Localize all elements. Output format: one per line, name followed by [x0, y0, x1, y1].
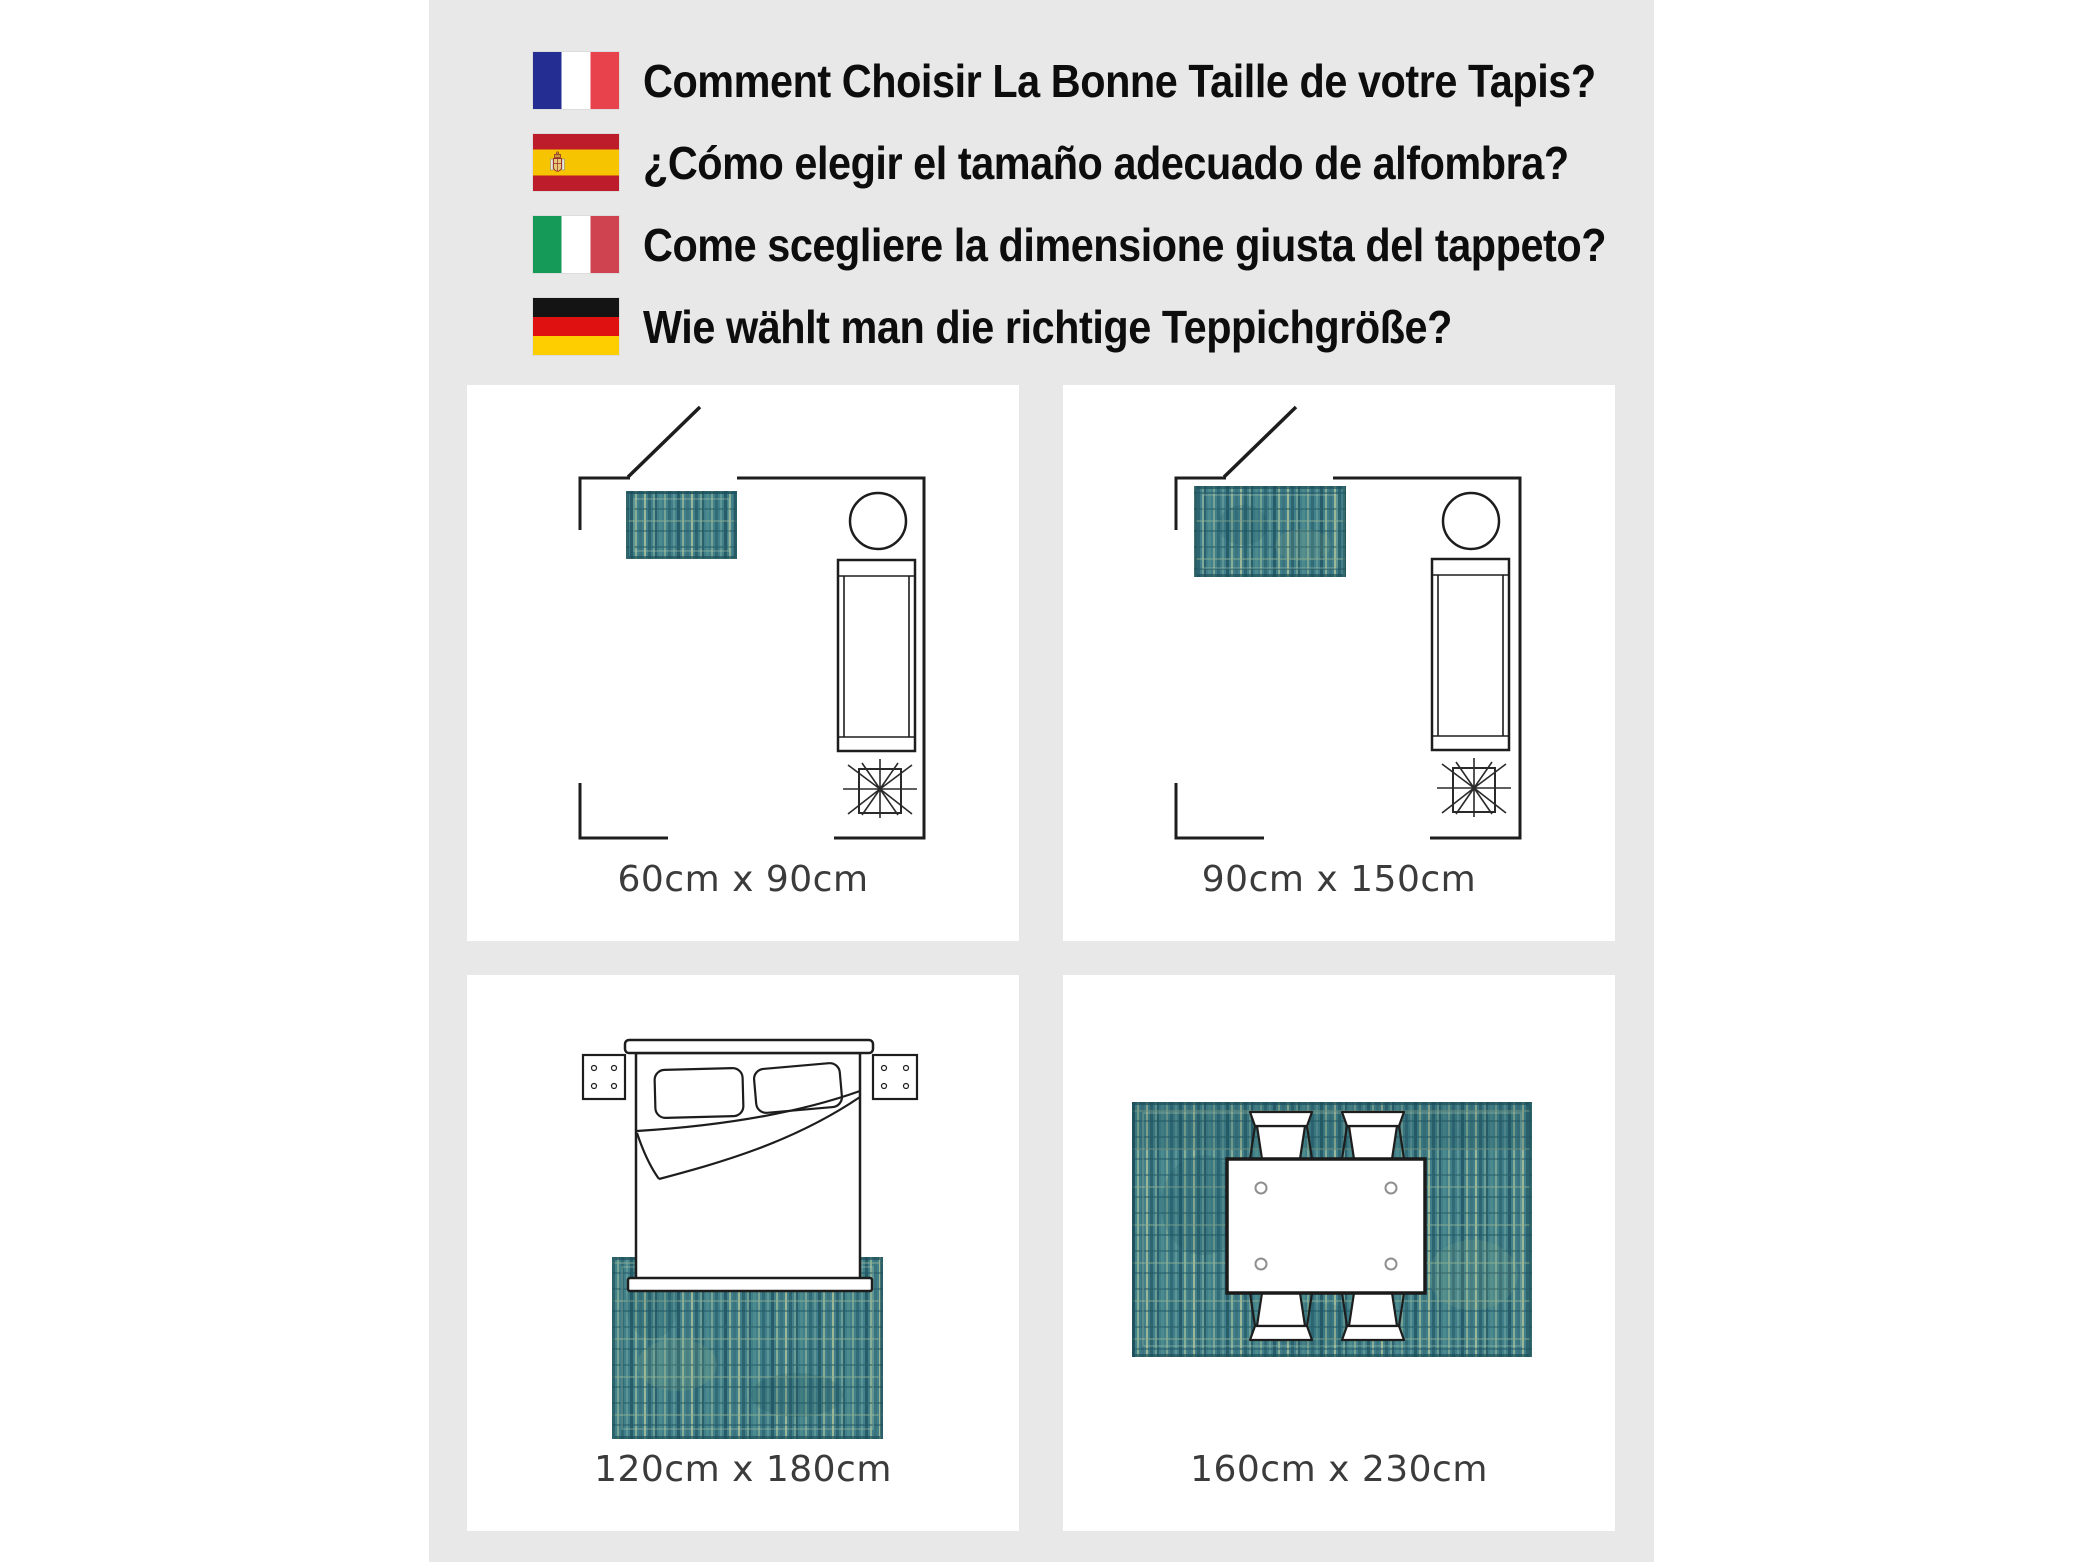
size-label: 60cm x 90cm	[617, 859, 869, 900]
bedroom-top-view	[467, 975, 1019, 1531]
rug-swatch	[1194, 486, 1346, 577]
size-label: 160cm x 230cm	[1190, 1449, 1488, 1490]
size-label: 90cm x 150cm	[1201, 859, 1477, 900]
pillow-icon	[753, 1062, 843, 1113]
headboard	[625, 1040, 873, 1053]
bed-icon	[625, 1040, 873, 1291]
flag-germany-icon	[533, 298, 619, 355]
panel-rug-90x150	[1063, 385, 1615, 941]
plant-icon	[843, 759, 917, 818]
door-icon	[628, 407, 700, 477]
side-table-icon	[1443, 493, 1499, 549]
dining-table-icon	[1227, 1159, 1425, 1293]
rug-swatch	[626, 491, 737, 559]
question-row-italian	[533, 216, 1713, 273]
panel-rug-160x230	[1063, 975, 1615, 1531]
flag-italy-icon	[533, 216, 619, 273]
size-label: 120cm x 180cm	[594, 1449, 892, 1490]
language-questions	[533, 52, 1713, 355]
question-text-german: Wie wählt man die richtige Teppichgröße?	[643, 300, 1452, 353]
door-icon	[1224, 407, 1296, 477]
plant-icon	[1437, 758, 1511, 817]
panel-rug-60x90	[467, 385, 1019, 941]
living-room-floorplan	[1063, 385, 1615, 941]
question-row-german	[533, 298, 1713, 355]
question-row-french	[533, 52, 1713, 109]
nightstand-icon	[873, 1055, 917, 1099]
question-text-italian: Come scegliere la dimensione giusta del tappeto?	[643, 218, 1607, 271]
spain-coat-of-arms-icon	[549, 150, 566, 176]
question-row-spanish	[533, 134, 1713, 191]
living-room-floorplan	[467, 385, 1019, 941]
nightstand-icon	[583, 1055, 625, 1099]
side-table-icon	[850, 493, 906, 549]
question-text-spanish: ¿Cómo elegir el tamaño adecuado de alfombra?	[643, 136, 1569, 189]
flag-spain-icon	[533, 134, 619, 191]
pillow-icon	[654, 1068, 743, 1118]
dining-room-top-view	[1063, 975, 1615, 1531]
sofa-icon	[838, 560, 915, 751]
panel-rug-120x180	[467, 975, 1019, 1531]
bed-foot-rail	[628, 1278, 872, 1291]
question-text-french: Comment Choisir La Bonne Taille de votre Tapis?	[643, 54, 1596, 107]
flag-france-icon	[533, 52, 619, 109]
sofa-icon	[1432, 559, 1509, 750]
